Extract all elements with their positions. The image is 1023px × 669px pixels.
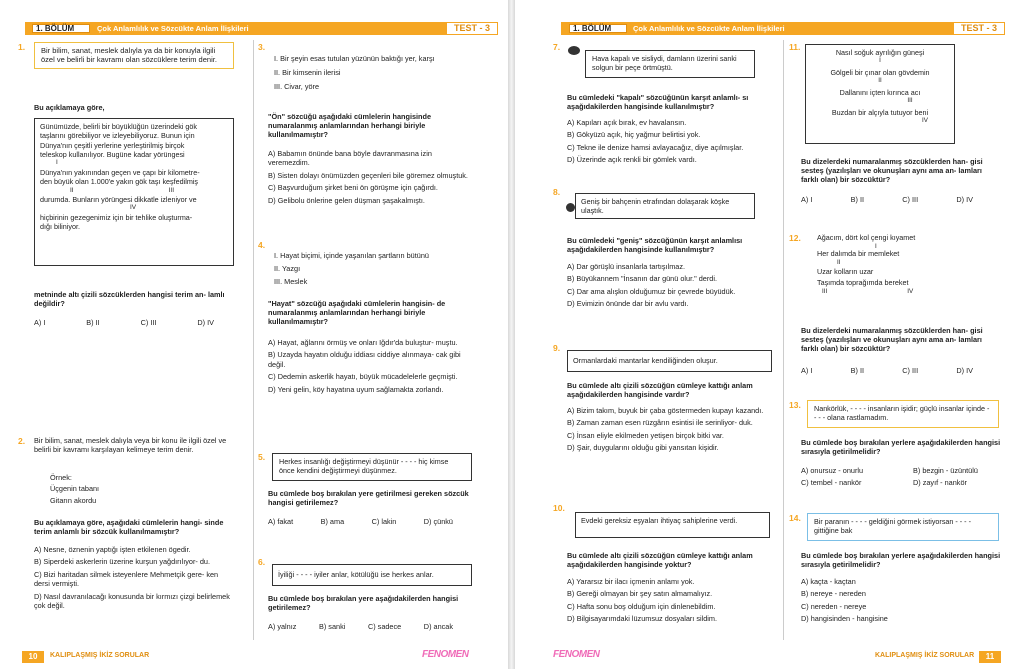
option-b[interactable]: B) Gökyüzü açık, hiç yağmur belirtisi yok. — [567, 130, 701, 140]
q10-sentence-box: Evdeki gereksiz eşyaları ihtiyaç sahiplerine verdi. — [575, 512, 770, 538]
unit-label: 1. BÖLÜM — [569, 24, 627, 33]
q4-question: "Hayat" sözcüğü aşağıdaki cümlelerin hangisin- de numaralanmış anlamlarından herhangi biriyle kullanılmamıştır? — [268, 299, 446, 327]
option-c[interactable]: C) III — [902, 195, 919, 204]
option-d[interactable]: D) Bilgisayarımdaki lüzumsuz dosyaları sildim. — [567, 614, 718, 624]
q2-question: Bu açıklamaya göre, aşağıdaki cümlelerin hangi- sinde terim anlamlı bir sözcük kullanılmamıştır? — [34, 518, 224, 537]
q7-options — [567, 118, 772, 165]
option-a[interactable]: A) Kapıları açık bırak, ev havalansın. — [567, 118, 687, 127]
option-c[interactable]: C) lakin — [371, 517, 397, 526]
question-number: 13. — [789, 400, 801, 410]
option-b[interactable]: B) Siperdeki askerlerin üzerine kurşun yağdırılıyor- du. — [34, 557, 211, 567]
option-c[interactable]: C) İnsan eliyle ekilmeden yetişen birçok bitki var. — [567, 430, 724, 440]
q13-options — [801, 465, 1001, 488]
option-c[interactable]: C) Tekne ile denize hamsi avlayacağız, diye açılmışlar. — [567, 142, 744, 152]
option-d[interactable]: D) zayıf - nankör — [913, 477, 967, 487]
poem-line: Her dalımda bir memleket — [817, 249, 900, 259]
option-b[interactable]: B) II — [850, 366, 865, 375]
option-a[interactable]: A) Yararsız bir ilacı içmenin anlamı yok. — [567, 577, 695, 586]
option-d[interactable]: D) Üzerinde açık renkli bir gömlek vardı. — [567, 155, 697, 165]
example-label: Örnek: — [50, 473, 72, 482]
option-c[interactable]: C) Dar ama alışkın olduğumuz bir çevrede büyüdük. — [567, 286, 736, 296]
q9-question: Bu cümlede altı çizili sözcüğün cümleye kattığı anlam aşağıdakilerden hangisinde vardır? — [567, 381, 753, 400]
question-number: 9. — [553, 343, 561, 353]
publisher-logo: FENOMEN — [422, 649, 469, 660]
q13-sentence-box: Nankörlük, - - - - insanların işidir; güçlü insanlar içinde - - - - olana rastlamadım. — [807, 400, 999, 428]
mark-numeral: IV — [922, 116, 928, 124]
option-b[interactable]: B) Zaman zaman esen rüzgârın esintisi ile serinliyor- duk. — [567, 418, 753, 428]
mark-numeral: I — [56, 159, 58, 167]
option-a[interactable]: A) I — [801, 366, 813, 375]
example-item: Gitarın akordu — [50, 495, 97, 505]
option-c[interactable]: C) Hafta sonu boş olduğum için dinlenebildim. — [567, 601, 716, 611]
option-d[interactable]: D) Evimizin önünde dar bir avlu vardı. — [567, 299, 689, 309]
left-page — [0, 0, 510, 669]
example-item: Üçgenin tabanı — [50, 484, 100, 494]
option-c[interactable]: C) sadece — [367, 622, 402, 631]
option-a[interactable]: A) yalnız — [268, 622, 297, 631]
q3-options — [268, 149, 473, 205]
q11-question: Bu dizelerdeki numaralanmış sözcüklerden han- gisi sesteş (yazılışları ve okunuşları aynı ama an- lamları farklı olan) bir sözcüktür? — [801, 157, 983, 185]
question-number: 6. — [258, 557, 266, 567]
poem-line: Uzar kolların uzar — [817, 267, 874, 277]
q2-examples — [50, 472, 99, 506]
option-a[interactable]: A) kaçta - kaçtan — [801, 577, 856, 586]
q5-sentence-box: Herkes insanlığı değiştirmeyi düşünür - - - - hiç kimse önce kendini değiştirmeyi düşünmez. — [272, 453, 472, 481]
q6-options — [268, 622, 453, 631]
option-c[interactable]: C) nereden - nereye — [801, 601, 867, 611]
page-header — [561, 22, 1001, 35]
q8-options — [567, 262, 772, 309]
question-number: 7. — [553, 42, 561, 52]
poem-line: Ağacım, dört kol çengi kıyamet — [817, 233, 916, 242]
option-d[interactable]: D) hangisinden - hangisine — [801, 614, 888, 624]
option-a[interactable]: A) Dar görüşlü insanlarla tartışılmaz. — [567, 262, 686, 271]
q5-options — [268, 517, 453, 526]
q1-passage — [34, 118, 234, 266]
option-d[interactable]: D) çünkü — [423, 517, 453, 526]
test-label: TEST - 3 — [953, 22, 1005, 35]
q6-sentence-box: İyiliği - - - - iyiler anlar, kötülüğü ise herkes anlar. — [272, 564, 472, 586]
section-title: Çok Anlamlılık ve Sözcükte Anlam İlişkileri — [633, 24, 785, 33]
publisher-logo: FENOMEN — [553, 649, 600, 660]
q10-options — [567, 577, 772, 624]
question-number: 12. — [789, 233, 801, 243]
mark-numeral: IV — [907, 287, 914, 295]
q3-question: "Ön" sözcüğü aşağıdaki cümlelerin hangisinde numaralanmış anlamlarından herhangi biriyle kullanılmamıştır? — [268, 112, 432, 140]
q2-text: Bir bilim, sanat, meslek dalıyla veya bir konu ile ilgili özel ve belirli bir kavramı karşılayan kelimeye terim denir. — [34, 436, 227, 455]
mark-numeral: II — [837, 258, 841, 266]
book-spine — [508, 0, 515, 669]
passage-line: den büyük olan 1.000'e yakın gök taşı keşfedilmiş — [40, 177, 198, 187]
option-a[interactable]: A) I — [801, 195, 813, 204]
option-c[interactable]: C) Başvurduğum şirket beni ön görüşme için çağırdı. — [268, 183, 438, 193]
meaning-item: III. Civar, yöre — [274, 81, 320, 91]
page-header — [25, 22, 475, 35]
option-d[interactable]: D) IV — [197, 318, 214, 327]
option-b[interactable]: B) nereye - nereden — [801, 589, 866, 599]
right-page — [513, 0, 1023, 669]
mark-numeral: III — [168, 186, 175, 194]
option-b[interactable]: B) ama — [320, 517, 345, 526]
q9-options — [567, 406, 772, 453]
option-d[interactable]: D) IV — [956, 366, 973, 375]
meaning-item: II. Yazgı — [274, 263, 301, 273]
q1-definition-box: Bir bilim, sanat, meslek dalıyla ya da bir konuyla ilgili özel ve belirli bir kavramı olan sözcüklere terim denir. — [34, 42, 234, 69]
q12-options — [801, 366, 973, 375]
option-b[interactable]: B) bezgin - üzüntülü — [913, 466, 978, 475]
q4-options — [268, 338, 473, 394]
option-b[interactable]: B) Sisten dolayı önümüzden geçenleri bile göremez olmuştuk. — [268, 170, 468, 180]
meaning-item: III. Meslek — [274, 276, 308, 286]
option-a[interactable]: A) Nesne, öznenin yaptığı işten etkilenen ögedir. — [34, 545, 191, 554]
question-number: 2. — [18, 436, 26, 446]
passage-line: hiçbirinin gezegenimiz için bir tehlike oluşturma- — [40, 212, 193, 222]
passage-line: Günümüzde, belirli bir büyüklüğün üzerindeki gök — [40, 122, 198, 131]
option-d[interactable]: D) Şair, duygularını olduğu gibi yansıtan kişidir. — [567, 443, 719, 453]
mark-numeral: III — [907, 96, 913, 104]
section-title: Çok Anlamlılık ve Sözcükte Anlam İlişkileri — [97, 24, 249, 33]
info-icon — [566, 203, 575, 212]
option-a[interactable]: A) onursuz - onurlu — [801, 466, 864, 475]
mark-numeral: I — [875, 242, 877, 250]
passage-line: dığı biliniyor. — [40, 222, 80, 232]
option-b[interactable]: B) Büyükannem "İnsanın dar günü olur." derdi. — [567, 274, 717, 284]
option-c[interactable]: C) III — [902, 366, 919, 375]
column-divider — [253, 40, 254, 640]
option-a[interactable]: A) Babamın önünde bana böyle davranmasına izin veremezdim. — [268, 149, 432, 168]
test-label: TEST - 3 — [446, 22, 498, 35]
option-d[interactable]: D) Gelibolu önlerine gelen düşman şaşakalmıştı. — [268, 195, 425, 205]
passage-line: Dünya'nın yakınından geçen ve çapı bir kilometre- — [40, 167, 200, 177]
option-b[interactable]: B) Gereği olmayan bir şey satın almamalıyız. — [567, 589, 713, 599]
q14-question: Bu cümlede boş bırakılan yerlere aşağıdakilerden hangisi sırasıyla getirilmelidir? — [801, 551, 1001, 570]
q12-question: Bu dizelerdeki numaralanmış sözcüklerden han- gisi sesteş (yazılışları ve okunuşları aynı ama an- lamları farklı olan) bir sözcüktür? — [801, 326, 983, 354]
page-footer — [513, 645, 1023, 669]
meaning-item: II. Bir kimsenin ilerisi — [274, 67, 341, 77]
q11-poem-box — [805, 44, 955, 144]
q9-sentence-box: Ormanlardaki mantarlar kendiliğinden oluşur. — [567, 350, 772, 372]
option-b[interactable]: B) II — [86, 318, 100, 327]
question-number: 1. — [18, 42, 26, 52]
poem-line: Gölgeli bir çınar olan gövdemin — [830, 67, 930, 77]
poem-line: Taşımda toprağımda bereket — [817, 278, 909, 288]
q13-question: Bu cümlede boş bırakılan yerlere aşağıdakilerden hangisi sırasıyla getirilmelidir? — [801, 438, 1001, 457]
q1-question: metninde altı çizili sözcüklerden hangisi terim an- lamlı değildir? — [34, 290, 225, 309]
q7-question: Bu cümledeki "kapalı" sözcüğünün karşıt anlamlı- sı aşağıdakilerden hangisinde kullanılmıştır? — [567, 93, 749, 112]
option-c[interactable]: C) Bizi haritadan silmek isteyenlere Mehmetçik gere- ken dersi vermişti. — [34, 569, 219, 589]
question-number: 8. — [553, 187, 561, 197]
q11-options — [801, 195, 973, 204]
question-number: 3. — [258, 42, 266, 52]
q8-question: Bu cümledeki "geniş" sözcüğünün karşıt anlamlısı aşağıdakilerden hangisinde kullanılmıştır? — [567, 236, 743, 255]
page-number: 10 — [22, 651, 44, 663]
page-number: 11 — [979, 651, 1001, 663]
option-a[interactable]: A) fakat — [268, 517, 294, 526]
option-d[interactable]: D) Nasıl davranılacağı konusunda bir kırmızı çizgi belirlemek çok değil. — [34, 591, 230, 611]
option-d[interactable]: D) ancak — [423, 622, 453, 631]
mark-numeral: IV — [130, 204, 137, 212]
question-number: 10. — [553, 503, 565, 513]
option-c[interactable]: C) III — [140, 318, 157, 327]
q14-sentence-box: Bir paranın - - - - geldiğini görmek istiyorsan - - - - gittiğine bak — [807, 513, 999, 541]
mark-numeral: II — [70, 186, 74, 194]
option-d[interactable]: D) Yeni gelin, köy hayatına uyum sağlamakta zorlandı. — [268, 384, 444, 394]
option-c[interactable]: C) tembel - nankör — [801, 477, 862, 487]
quote-icon — [568, 46, 580, 55]
q1-options — [34, 318, 214, 327]
passage-line: teleskop kullanılıyor. Bugüne kadar yörüngesi — [40, 150, 185, 160]
poem-line: Dallanını içten kırınca acı — [839, 87, 921, 97]
q3-meanings — [274, 52, 435, 94]
passage-line: durumda. Bunların yörüngesi dikkatle izleniyor ve — [40, 195, 197, 205]
book-title: KALIPLAŞMIŞ İKİZ SORULAR — [875, 652, 975, 659]
q7-sentence-box: Hava kapalı ve sisliydi, damların üzerini sanki solgun bir peçe örtmüştü. — [585, 50, 755, 78]
option-a[interactable]: A) Hayat, ağlarını örmüş ve onları Iğdır'da buluştur- muştu. — [268, 338, 458, 347]
option-b[interactable]: B) Uzayda hayatın olduğu iddiası ciddiye alınmaya- cak gibi değil. — [268, 350, 461, 369]
passage-line: taşlarını görebiliyor ve izleyebiliyoruz. Bunun için — [40, 131, 195, 141]
question-number: 11. — [789, 42, 801, 52]
meaning-item: I. Hayat biçimi, içinde yaşanılan şartların bütünü — [274, 251, 429, 260]
book-title: KALIPLAŞMIŞ İKİZ SORULAR — [50, 652, 150, 659]
mark-numeral: II — [878, 76, 882, 84]
q10-question: Bu cümlede altı çizili sözcüğün cümleye kattığı anlam aşağıdakilerden hangisinde yoktur? — [567, 551, 753, 570]
option-b[interactable]: B) sanki — [318, 622, 346, 631]
question-number: 14. — [789, 513, 801, 523]
option-b[interactable]: B) II — [850, 195, 865, 204]
q8-sentence-box: Geniş bir bahçenin etrafından dolaşarak köşke ulaştık. — [575, 193, 755, 219]
option-a[interactable]: A) I — [34, 318, 46, 327]
page-footer — [0, 645, 510, 669]
mark-numeral: III — [822, 287, 828, 295]
q2-options — [34, 545, 234, 611]
q4-meanings — [274, 250, 429, 288]
q6-question: Bu cümlede boş bırakılan yere aşağıdakilerden hangisi getirilemez? — [268, 594, 459, 613]
passage-line: Dünya'nın çeşitli yerlerine yerleştirilmiş birçok — [40, 140, 185, 150]
option-d[interactable]: D) IV — [956, 195, 973, 204]
column-divider — [783, 40, 784, 640]
poem-line: Nasıl soğuk ayrılığın güneşi — [835, 48, 925, 57]
q5-question: Bu cümlede boş bırakılan yere getirilmesi gereken sözcük hangisi getirilemez? — [268, 489, 469, 508]
q12-poem — [817, 234, 947, 295]
mark-numeral: I — [879, 57, 881, 64]
question-number: 4. — [258, 240, 266, 250]
unit-label: 1. BÖLÜM — [32, 24, 90, 33]
option-c[interactable]: C) Dedemin askerlik hayatı, büyük mücadelelerle geçmişti. — [268, 372, 458, 382]
poem-line: Buzdan bir alçıyla tutuyor beni — [831, 107, 929, 117]
meaning-item: I. Bir şeyin esas tutulan yüzünün baktığı yer, karşı — [274, 54, 435, 63]
question-number: 5. — [258, 452, 266, 462]
q14-options — [801, 577, 1001, 624]
q1-lead: Bu açıklamaya göre, — [34, 103, 105, 112]
option-a[interactable]: A) Bizim takım, buyuk bir çaba göstermeden kupayı kazandı. — [567, 406, 764, 415]
